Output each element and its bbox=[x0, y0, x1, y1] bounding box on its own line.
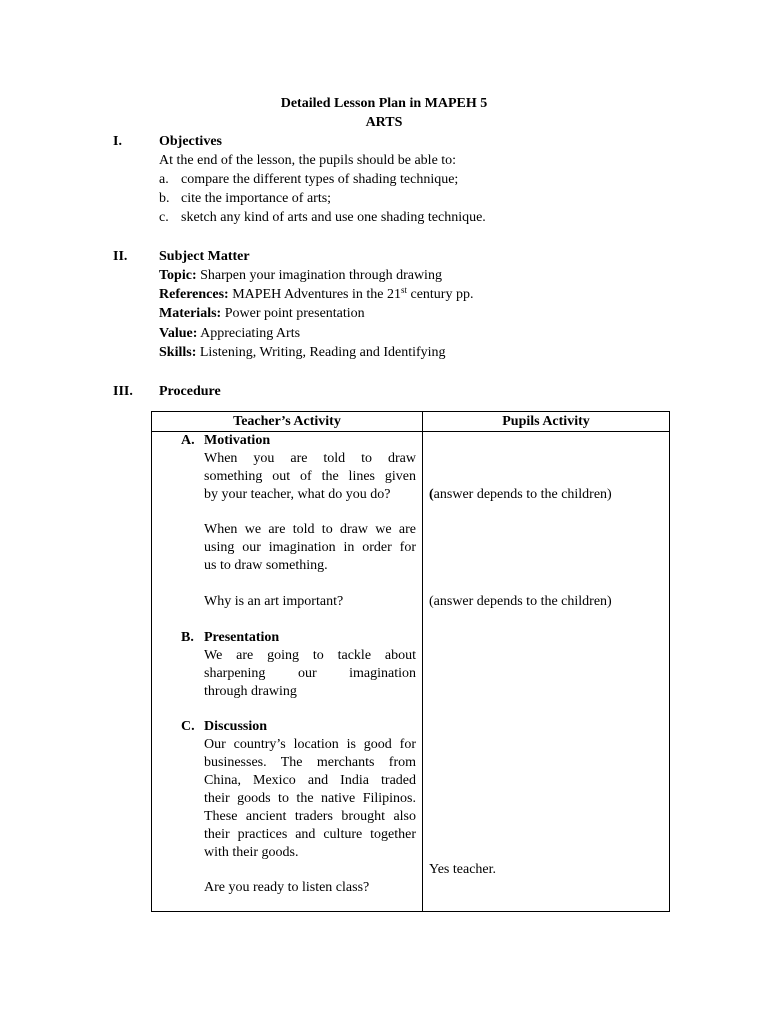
discussion-question: Are you ready to listen class? bbox=[204, 880, 370, 895]
discussion-heading: Discussion bbox=[204, 719, 268, 734]
presentation-marker: B. bbox=[181, 630, 194, 645]
references-label: References: bbox=[159, 287, 229, 302]
subject-matter-numeral: II. bbox=[113, 249, 128, 264]
objective-item: sketch any kind of arts and use one shading technique. bbox=[181, 210, 486, 225]
subject-matter-heading: Subject Matter bbox=[159, 249, 250, 264]
motivation-question bbox=[204, 450, 416, 504]
topic-label: Topic: bbox=[159, 268, 197, 283]
objective-marker: a. bbox=[159, 172, 169, 187]
procedure-numeral: III. bbox=[113, 384, 133, 399]
motivation-question-2: Why is an art important? bbox=[204, 594, 344, 609]
discussion-marker: C. bbox=[181, 719, 195, 734]
topic-line bbox=[159, 267, 442, 285]
paragraph-line: us to draw something. bbox=[204, 558, 328, 573]
paragraph-line: businesses. The merchants from bbox=[204, 755, 416, 770]
value-label: Value: bbox=[159, 326, 198, 341]
objective-item: compare the different types of shading technique; bbox=[181, 172, 459, 187]
paragraph-line: China, Mexico and India traded bbox=[204, 773, 416, 788]
presentation-text bbox=[204, 647, 416, 701]
objectives-numeral: I. bbox=[113, 134, 122, 149]
paragraph-line: When we are told to draw we are bbox=[204, 522, 416, 537]
paragraph-line: by your teacher, what do you do? bbox=[204, 487, 391, 502]
pupils-activity-header: Pupils Activity bbox=[502, 414, 590, 429]
objectives-heading: Objectives bbox=[159, 134, 222, 149]
pupil-response bbox=[429, 486, 612, 504]
motivation-heading: Motivation bbox=[204, 433, 271, 448]
paragraph-line: When you are told to draw bbox=[204, 451, 416, 466]
paragraph-line: through drawing bbox=[204, 684, 297, 699]
topic-value: Sharpen your imagination through drawing bbox=[200, 268, 442, 283]
paragraph-line: their practices and culture together bbox=[204, 827, 416, 842]
procedure-heading: Procedure bbox=[159, 384, 221, 399]
paragraph-line: Our country’s location is good for bbox=[204, 737, 416, 752]
materials-label: Materials: bbox=[159, 306, 222, 321]
references-value: MAPEH Adventures in the 21 bbox=[232, 287, 401, 302]
objective-marker: c. bbox=[159, 210, 169, 225]
skills-line bbox=[159, 344, 446, 362]
paragraph-line: We are going to tackle about bbox=[204, 648, 416, 663]
motivation-explanation bbox=[204, 521, 416, 575]
objective-marker: b. bbox=[159, 191, 170, 206]
references-tail: century pp. bbox=[410, 287, 474, 302]
objective-item: cite the importance of arts; bbox=[181, 191, 332, 206]
teacher-activity-header: Teacher’s Activity bbox=[233, 414, 341, 429]
materials-line bbox=[159, 305, 365, 323]
pupil-response: (answer depends to the children) bbox=[429, 594, 612, 609]
paragraph-line: their goods to the native Filipinos. bbox=[204, 791, 416, 806]
skills-value: Listening, Writing, Reading and Identifying bbox=[199, 345, 446, 360]
pupil-response: Yes teacher. bbox=[429, 862, 497, 877]
paragraph-line: with their goods. bbox=[204, 845, 299, 860]
procedure-table bbox=[151, 411, 670, 912]
value-line bbox=[159, 325, 300, 343]
presentation-heading: Presentation bbox=[204, 630, 280, 645]
paragraph-line: something out of the lines given bbox=[204, 469, 416, 484]
document-subtitle: ARTS bbox=[365, 115, 403, 130]
value-value: Appreciating Arts bbox=[200, 326, 301, 341]
references-superscript: st bbox=[400, 285, 407, 295]
table-column-divider bbox=[422, 412, 423, 911]
response-text: answer depends to the children) bbox=[433, 487, 612, 502]
references-line bbox=[159, 286, 473, 304]
skills-label: Skills: bbox=[159, 345, 197, 360]
response-paren: ( bbox=[429, 487, 434, 502]
paragraph-line: These ancient traders brought also bbox=[204, 809, 416, 824]
materials-value: Power point presentation bbox=[224, 306, 365, 321]
discussion-text bbox=[204, 736, 416, 862]
paragraph-line: using our imagination in order for bbox=[204, 540, 416, 555]
objectives-intro: At the end of the lesson, the pupils should be able to: bbox=[159, 153, 457, 168]
motivation-marker: A. bbox=[181, 433, 195, 448]
document-title: Detailed Lesson Plan in MAPEH 5 bbox=[280, 96, 488, 111]
paragraph-line: sharpening our imagination bbox=[204, 666, 416, 681]
